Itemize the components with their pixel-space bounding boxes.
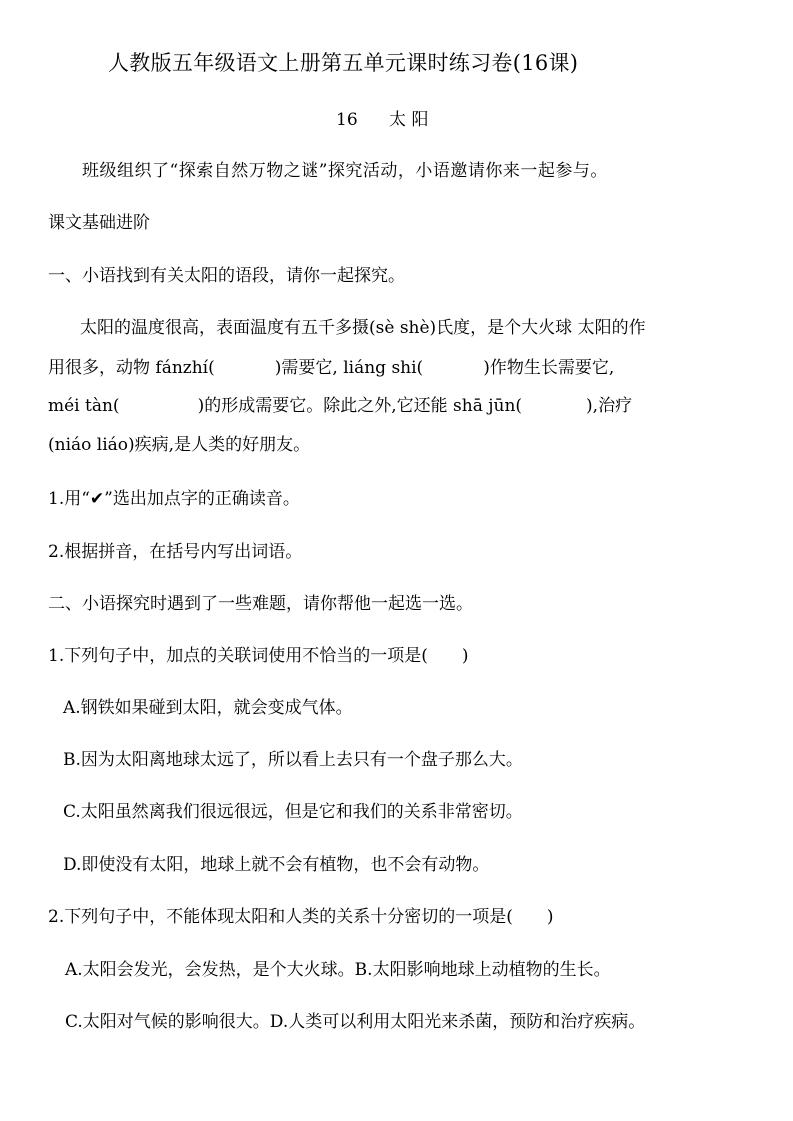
part1-question-2: 2.根据拼音，在括号内写出词语。 [48, 542, 303, 562]
lesson-name: 太 阳 [389, 110, 429, 130]
passage-text: méi tàn( [48, 396, 120, 416]
passage-line-1: 太阳的温度很高，表面温度有五千多摄(sè shè)氏度，是个大火球 太阳的作 [80, 318, 646, 338]
option-b[interactable]: B.因为太阳离地球太远了，所以看上去只有一个盘子那么大。 [63, 750, 523, 770]
passage-text: )作物生长需要它, [483, 358, 615, 378]
part2-q1-stem: 1.下列句子中，加点的关联词使用不恰当的一项是( ) [48, 646, 469, 666]
lesson-number: 16 [336, 110, 358, 130]
passage-line-3 [48, 398, 632, 415]
page-title: 人教版五年级语文上册第五单元课时练习卷(16课) [108, 51, 579, 75]
lesson-heading [336, 112, 428, 129]
part1-question-1: 1.用“✔”选出加点字的正确读音。 [48, 489, 300, 509]
option-a[interactable]: A.钢铁如果碰到太阳，就会变成气体。 [63, 698, 353, 718]
part2-heading: 二、小语探究时遇到了一些难题，请你帮他一起选一选。 [48, 594, 473, 614]
part1-heading: 一、小语找到有关太阳的语段，请你一起探究。 [48, 266, 405, 286]
passage-text: ),治疗 [586, 396, 633, 416]
option-d[interactable]: D.即使没有太阳，地球上就不会有植物，也不会有动物。 [63, 855, 490, 875]
passage-text: 用很多，动物 fánzhí( [48, 358, 215, 378]
part2-q2-options-row-1[interactable]: A.太阳会发光，会发热，是个大火球。B.太阳影响地球上动植物的生长。 [65, 960, 611, 980]
passage-line-4: (niáo liáo)疾病,是人类的好朋友。 [48, 435, 311, 455]
passage-text: )需要它, liáng shi( [274, 358, 424, 378]
option-c[interactable]: C.太阳虽然离我们很远很远，但是它和我们的关系非常密切。 [63, 802, 523, 822]
intro-text: 班级组织了“探索自然万物之谜”探究活动，小语邀请你来一起参与。 [82, 161, 608, 181]
part2-q2-stem: 2.下列句子中，不能体现太阳和人类的关系十分密切的一项是( ) [48, 907, 554, 927]
passage-line-2 [48, 360, 614, 377]
section-basic: 课文基础进阶 [48, 213, 150, 233]
part2-q2-options-row-2[interactable]: C.太阳对气候的影响很大。D.人类可以利用太阳光来杀菌，预防和治疗疾病。 [65, 1012, 646, 1032]
passage-text: )的形成需要它。除此之外,它还能 shā jūn( [197, 396, 523, 416]
